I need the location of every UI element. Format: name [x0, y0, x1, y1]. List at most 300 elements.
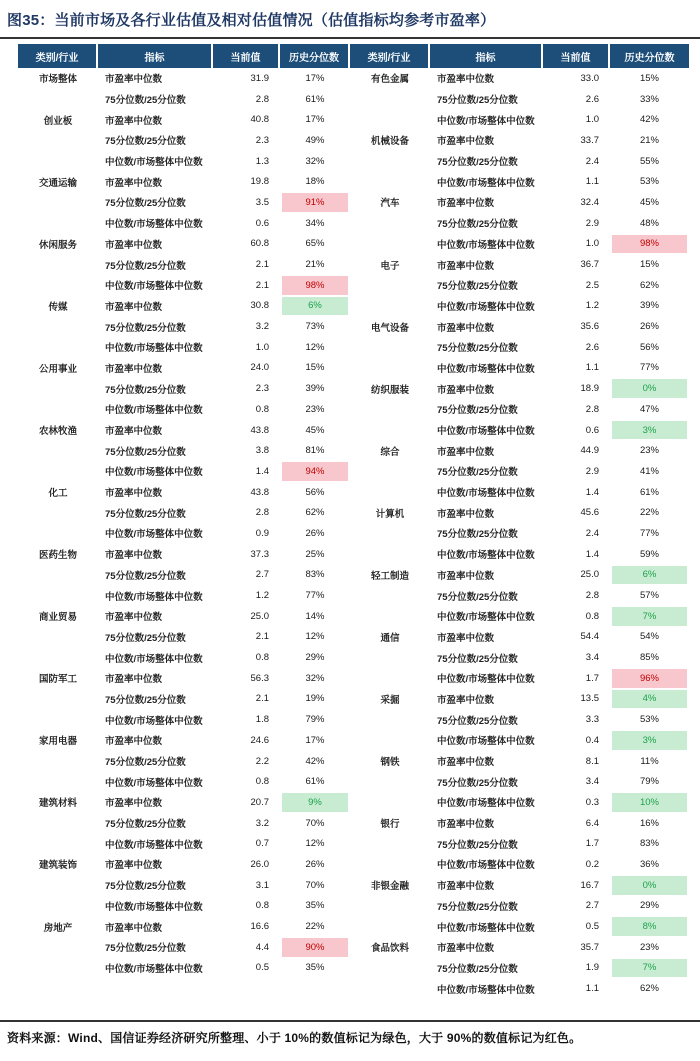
current-value-cell: 3.4 [585, 776, 599, 788]
indicator-cell: 中位数/市场整体中位数 [105, 839, 203, 851]
table-row [18, 916, 689, 937]
category-cell [350, 461, 430, 482]
category-cell [18, 461, 98, 482]
percentile-value: 85% [639, 652, 659, 664]
percentile-cell [280, 813, 350, 834]
percentile-cell [610, 482, 689, 503]
category-cell [18, 833, 98, 854]
category-cell [350, 337, 430, 358]
percentile-cell [280, 151, 350, 172]
percentile-cell [610, 771, 689, 792]
current-value-cell: 8.1 [585, 755, 599, 767]
percentile-value: 32% [305, 155, 325, 167]
indicator-cell: 75分位数/25分位数 [437, 157, 518, 169]
indicator-cell: 中位数/市场整体中位数 [437, 177, 535, 189]
percentile-value: 14% [305, 610, 325, 622]
percentile-cell [280, 544, 350, 565]
indicator-cell: 75分位数/25分位数 [105, 819, 186, 831]
indicator-cell: 75分位数/25分位数 [105, 632, 186, 644]
percentile-cell [610, 316, 689, 337]
table-row [18, 378, 689, 399]
indicator-cell: 中位数/市场整体中位数 [437, 488, 535, 500]
percentile-cell [280, 792, 350, 813]
current-value-cell [213, 978, 280, 999]
indicator-cell: 中位数/市场整体中位数 [437, 984, 535, 996]
percentile-cell [610, 461, 689, 482]
percentile-value: 54% [639, 631, 659, 643]
percentile-cell [610, 896, 689, 917]
table-row [18, 709, 689, 730]
category-cell [18, 337, 98, 358]
indicator-cell: 市盈率中位数 [437, 819, 495, 831]
category-cell [350, 213, 430, 234]
indicator-cell: 市盈率中位数 [105, 860, 163, 872]
percentile-value: 48% [639, 217, 659, 229]
category-cell [350, 854, 430, 875]
indicator-cell: 中位数/市场整体中位数 [105, 529, 203, 541]
category-cell: 钢铁 [380, 757, 400, 769]
indicator-cell: 市盈率中位数 [105, 426, 163, 438]
percentile-value: 77% [639, 362, 659, 374]
category-cell: 银行 [380, 819, 400, 831]
percentile-cell [610, 420, 689, 441]
percentile-value: 70% [305, 817, 325, 829]
table-row [18, 585, 689, 606]
category-cell [18, 254, 98, 275]
current-value-cell: 3.2 [255, 321, 269, 333]
indicator-cell: 中位数/市场整体中位数 [105, 901, 203, 913]
current-value-cell: 20.7 [250, 796, 269, 808]
category-cell [18, 378, 98, 399]
category-cell [350, 523, 430, 544]
green-highlight-cell: 7% [612, 959, 687, 978]
percentile-value: 23% [639, 445, 659, 457]
percentile-cell [280, 709, 350, 730]
current-value-cell: 2.6 [585, 341, 599, 353]
table-row [18, 234, 689, 255]
percentile-value: 45% [305, 424, 325, 436]
percentile-cell [610, 151, 689, 172]
indicator-cell: 市盈率中位数 [105, 115, 163, 127]
percentile-value: 39% [305, 383, 325, 395]
table-row [18, 440, 689, 461]
percentile-value: 33% [639, 93, 659, 105]
current-value-cell: 19.8 [250, 176, 269, 188]
percentile-value: 45% [639, 196, 659, 208]
current-value-cell: 1.4 [255, 465, 269, 477]
table-row [18, 171, 689, 192]
percentile-value: 12% [305, 838, 325, 850]
indicator-cell: 中位数/市场整体中位数 [437, 550, 535, 562]
green-highlight-cell: 6% [282, 297, 348, 316]
green-highlight-cell: 3% [612, 731, 687, 750]
title-divider [0, 37, 700, 39]
indicator-cell: 市盈率中位数 [105, 74, 163, 86]
indicator-cell: 市盈率中位数 [437, 757, 495, 769]
indicator-cell: 市盈率中位数 [105, 612, 163, 624]
current-value-cell: 24.0 [250, 362, 269, 374]
current-value-cell: 0.5 [255, 962, 269, 974]
current-value-cell: 1.1 [585, 983, 599, 995]
percentile-cell [610, 854, 689, 875]
percentile-value: 16% [639, 817, 659, 829]
green-highlight-cell: 0% [612, 379, 687, 398]
percentile-cell [280, 213, 350, 234]
percentile-value: 79% [639, 776, 659, 788]
category-cell [350, 89, 430, 110]
percentile-cell [610, 813, 689, 834]
footer-divider [0, 1020, 700, 1022]
percentile-value: 49% [305, 134, 325, 146]
current-value-cell: 1.1 [585, 176, 599, 188]
red-highlight-cell: 98% [612, 235, 687, 254]
table-row [18, 192, 689, 213]
category-cell: 非银金融 [370, 881, 409, 893]
current-value-cell: 0.2 [585, 858, 599, 870]
percentile-cell [280, 606, 350, 627]
category-cell: 汽车 [380, 198, 400, 210]
percentile-value: 77% [639, 527, 659, 539]
indicator-cell: 中位数/市场整体中位数 [105, 777, 203, 789]
percentile-value: 56% [305, 486, 325, 498]
table-row [18, 730, 689, 751]
indicator-cell: 中位数/市场整体中位数 [105, 281, 203, 293]
percentile-cell [280, 854, 350, 875]
current-value-cell: 2.4 [585, 527, 599, 539]
indicator-cell: 市盈率中位数 [105, 488, 163, 500]
table-row [18, 833, 689, 854]
green-highlight-cell: 4% [612, 690, 687, 709]
percentile-value: 81% [305, 445, 325, 457]
category-cell [18, 213, 98, 234]
current-value-cell: 3.2 [255, 817, 269, 829]
percentile-cell [610, 502, 689, 523]
current-value-cell: 0.8 [255, 776, 269, 788]
table-row [18, 482, 689, 503]
green-highlight-cell: 0% [612, 876, 687, 895]
table-row [18, 420, 689, 441]
percentile-cell [610, 130, 689, 151]
current-value-cell: 2.3 [255, 134, 269, 146]
indicator-cell: 75分位数/25分位数 [437, 529, 518, 541]
percentile-value: 59% [639, 548, 659, 560]
table-row [18, 68, 689, 89]
percentile-cell [280, 275, 350, 296]
category-cell: 公用事业 [38, 363, 77, 375]
percentile-value: 25% [305, 548, 325, 560]
percentile-cell [610, 399, 689, 420]
current-value-cell: 2.1 [255, 259, 269, 271]
percentile-cell [280, 171, 350, 192]
current-value-cell: 1.7 [585, 838, 599, 850]
percentile-cell [280, 647, 350, 668]
category-cell [350, 916, 430, 937]
percentile-value: 62% [639, 983, 659, 995]
percentile-cell [280, 978, 350, 999]
indicator-cell: 75分位数/25分位数 [105, 136, 186, 148]
current-value-cell: 1.0 [255, 341, 269, 353]
category-cell [18, 89, 98, 110]
percentile-value: 22% [639, 507, 659, 519]
percentile-cell [280, 482, 350, 503]
current-value-cell: 45.6 [580, 507, 599, 519]
percentile-value: 15% [639, 72, 659, 84]
percentile-value: 26% [305, 527, 325, 539]
indicator-cell: 75分位数/25分位数 [105, 570, 186, 582]
indicator-cell: 市盈率中位数 [105, 798, 163, 810]
current-value-cell: 1.8 [255, 714, 269, 726]
percentile-cell [610, 751, 689, 772]
indicator-cell: 75分位数/25分位数 [105, 384, 186, 396]
red-highlight-cell: 91% [282, 193, 348, 212]
indicator-cell: 中位数/市场整体中位数 [437, 922, 535, 934]
current-value-cell: 18.9 [580, 383, 599, 395]
indicator-cell: 市盈率中位数 [105, 177, 163, 189]
category-cell: 建筑材料 [38, 798, 77, 810]
current-value-cell: 2.1 [255, 279, 269, 291]
category-cell [18, 647, 98, 668]
percentile-cell [610, 585, 689, 606]
percentile-cell [610, 213, 689, 234]
current-value-cell: 16.7 [580, 879, 599, 891]
current-value-cell: 35.6 [580, 321, 599, 333]
indicator-cell: 75分位数/25分位数 [105, 198, 186, 210]
percentile-cell [610, 792, 689, 813]
category-cell: 有色金属 [370, 74, 409, 86]
indicator-cell: 75分位数/25分位数 [437, 591, 518, 603]
category-cell [350, 668, 430, 689]
indicator-cell: 市盈率中位数 [437, 322, 495, 334]
indicator-cell: 市盈率中位数 [437, 943, 495, 955]
indicator-cell: 市盈率中位数 [437, 446, 495, 458]
indicator-cell: 市盈率中位数 [105, 239, 163, 251]
indicator-cell: 中位数/市场整体中位数 [105, 157, 203, 169]
category-cell: 创业板 [43, 115, 73, 127]
table-row [18, 89, 689, 110]
percentile-value: 62% [305, 507, 325, 519]
current-value-cell: 2.6 [585, 93, 599, 105]
current-value-cell: 3.8 [255, 445, 269, 457]
indicator-cell: 市盈率中位数 [437, 570, 495, 582]
current-value-cell: 3.1 [255, 879, 269, 891]
table-row [18, 978, 689, 999]
indicator-cell: 75分位数/25分位数 [105, 508, 186, 520]
percentile-cell [610, 378, 689, 399]
category-cell: 轻工制造 [370, 570, 409, 582]
indicator-cell [98, 978, 213, 999]
category-cell [18, 751, 98, 772]
percentile-cell [280, 420, 350, 441]
category-cell: 传媒 [48, 301, 68, 313]
percentile-value: 17% [305, 734, 325, 746]
percentile-value: 12% [305, 341, 325, 353]
green-highlight-cell: 3% [612, 421, 687, 440]
percentile-cell [610, 916, 689, 937]
green-highlight-cell: 6% [612, 566, 687, 585]
current-value-cell: 3.3 [585, 714, 599, 726]
current-value-cell: 2.4 [585, 155, 599, 167]
percentile-value: 23% [639, 941, 659, 953]
percentile-cell [280, 378, 350, 399]
percentile-value: 15% [639, 259, 659, 271]
category-cell [18, 978, 98, 999]
percentile-cell [280, 109, 350, 130]
current-value-cell: 2.8 [255, 93, 269, 105]
percentile-value: 19% [305, 693, 325, 705]
indicator-cell: 75分位数/25分位数 [437, 467, 518, 479]
table-row [18, 213, 689, 234]
percentile-cell [280, 192, 350, 213]
current-value-cell: 32.4 [580, 196, 599, 208]
current-value-cell: 1.7 [585, 672, 599, 684]
indicator-cell: 75分位数/25分位数 [437, 281, 518, 293]
table-row [18, 461, 689, 482]
indicator-cell: 中位数/市场整体中位数 [437, 798, 535, 810]
indicator-cell: 市盈率中位数 [437, 136, 495, 148]
indicator-cell: 市盈率中位数 [437, 74, 495, 86]
percentile-cell [280, 461, 350, 482]
table-row [18, 544, 689, 565]
table-row [18, 958, 689, 979]
table-header-row [18, 44, 689, 68]
table-row [18, 358, 689, 379]
category-cell [350, 275, 430, 296]
current-value-cell: 43.8 [250, 486, 269, 498]
current-value-cell: 1.4 [585, 548, 599, 560]
percentile-cell [610, 234, 689, 255]
current-value-cell: 1.1 [585, 362, 599, 374]
category-cell [18, 709, 98, 730]
category-cell [350, 958, 430, 979]
current-value-cell: 26.0 [250, 858, 269, 870]
current-value-cell: 1.0 [585, 238, 599, 250]
indicator-cell: 中位数/市场整体中位数 [105, 405, 203, 417]
indicator-cell: 75分位数/25分位数 [105, 881, 186, 893]
indicator-cell: 市盈率中位数 [105, 674, 163, 686]
percentile-cell [280, 296, 350, 317]
current-value-cell: 0.6 [255, 217, 269, 229]
category-cell [18, 585, 98, 606]
table-row [18, 109, 689, 130]
current-value-cell: 0.3 [585, 796, 599, 808]
current-value-cell: 31.9 [250, 72, 269, 84]
table-row [18, 647, 689, 668]
category-cell: 交通运输 [38, 177, 77, 189]
percentile-cell [280, 502, 350, 523]
current-value-cell: 0.8 [255, 900, 269, 912]
current-value-cell: 2.9 [585, 465, 599, 477]
indicator-cell: 75分位数/25分位数 [437, 901, 518, 913]
percentile-cell [610, 109, 689, 130]
indicator-cell: 75分位数/25分位数 [437, 405, 518, 417]
percentile-cell [280, 896, 350, 917]
category-cell [350, 833, 430, 854]
indicator-cell: 市盈率中位数 [105, 301, 163, 313]
table-row [18, 792, 689, 813]
indicator-cell: 市盈率中位数 [105, 736, 163, 748]
percentile-value: 34% [305, 217, 325, 229]
table-row [18, 875, 689, 896]
current-value-cell: 0.8 [255, 403, 269, 415]
current-value-cell: 3.5 [255, 196, 269, 208]
category-cell [350, 399, 430, 420]
percentile-value: 23% [305, 403, 325, 415]
indicator-cell: 75分位数/25分位数 [105, 943, 186, 955]
category-cell: 计算机 [375, 508, 405, 520]
category-cell: 食品饮料 [370, 943, 409, 955]
indicator-cell: 中位数/市场整体中位数 [437, 239, 535, 251]
table-row [18, 130, 689, 151]
percentile-cell [610, 565, 689, 586]
indicator-cell: 中位数/市场整体中位数 [105, 715, 203, 727]
percentile-cell [610, 958, 689, 979]
table-body [18, 68, 689, 999]
current-value-cell: 1.4 [585, 486, 599, 498]
indicator-cell: 75分位数/25分位数 [105, 260, 186, 272]
category-cell: 化工 [48, 488, 68, 500]
category-cell [18, 523, 98, 544]
current-value-cell: 6.4 [585, 817, 599, 829]
category-cell [350, 730, 430, 751]
percentile-value: 61% [305, 776, 325, 788]
percentile-value: 35% [305, 900, 325, 912]
percentile-cell [280, 751, 350, 772]
current-value-cell: 0.9 [255, 527, 269, 539]
percentile-value: 17% [305, 72, 325, 84]
category-cell [18, 875, 98, 896]
current-value-cell: 0.4 [585, 734, 599, 746]
category-cell: 纺织服装 [370, 384, 409, 396]
percentile-value: 18% [305, 176, 325, 188]
indicator-cell: 市盈率中位数 [437, 508, 495, 520]
percentile-cell [610, 337, 689, 358]
category-cell [350, 647, 430, 668]
category-cell [350, 296, 430, 317]
table-row [18, 254, 689, 275]
current-value-cell: 54.4 [580, 631, 599, 643]
percentile-cell [280, 916, 350, 937]
indicator-cell: 75分位数/25分位数 [437, 715, 518, 727]
percentile-value: 53% [639, 176, 659, 188]
percentile-value: 39% [639, 300, 659, 312]
current-value-cell: 0.8 [255, 652, 269, 664]
indicator-cell: 中位数/市场整体中位数 [437, 115, 535, 127]
percentile-cell [610, 730, 689, 751]
percentile-cell [610, 606, 689, 627]
green-highlight-cell: 8% [612, 917, 687, 936]
table-row [18, 689, 689, 710]
category-cell: 电子 [380, 260, 400, 272]
current-value-cell: 2.8 [585, 590, 599, 602]
indicator-cell: 中位数/市场整体中位数 [105, 653, 203, 665]
header-indicator-left: 指标 [98, 44, 213, 68]
indicator-cell: 市盈率中位数 [437, 632, 495, 644]
percentile-value: 83% [305, 569, 325, 581]
percentile-value: 29% [639, 900, 659, 912]
table-row [18, 399, 689, 420]
category-cell [350, 896, 430, 917]
category-cell: 综合 [380, 446, 400, 458]
header-current-value-right: 当前值 [543, 44, 610, 68]
category-cell [350, 482, 430, 503]
current-value-cell: 13.5 [580, 693, 599, 705]
table-row [18, 337, 689, 358]
percentile-value: 47% [639, 403, 659, 415]
percentile-value: 35% [305, 962, 325, 974]
indicator-cell: 75分位数/25分位数 [105, 446, 186, 458]
indicator-cell: 75分位数/25分位数 [437, 343, 518, 355]
category-cell [350, 709, 430, 730]
